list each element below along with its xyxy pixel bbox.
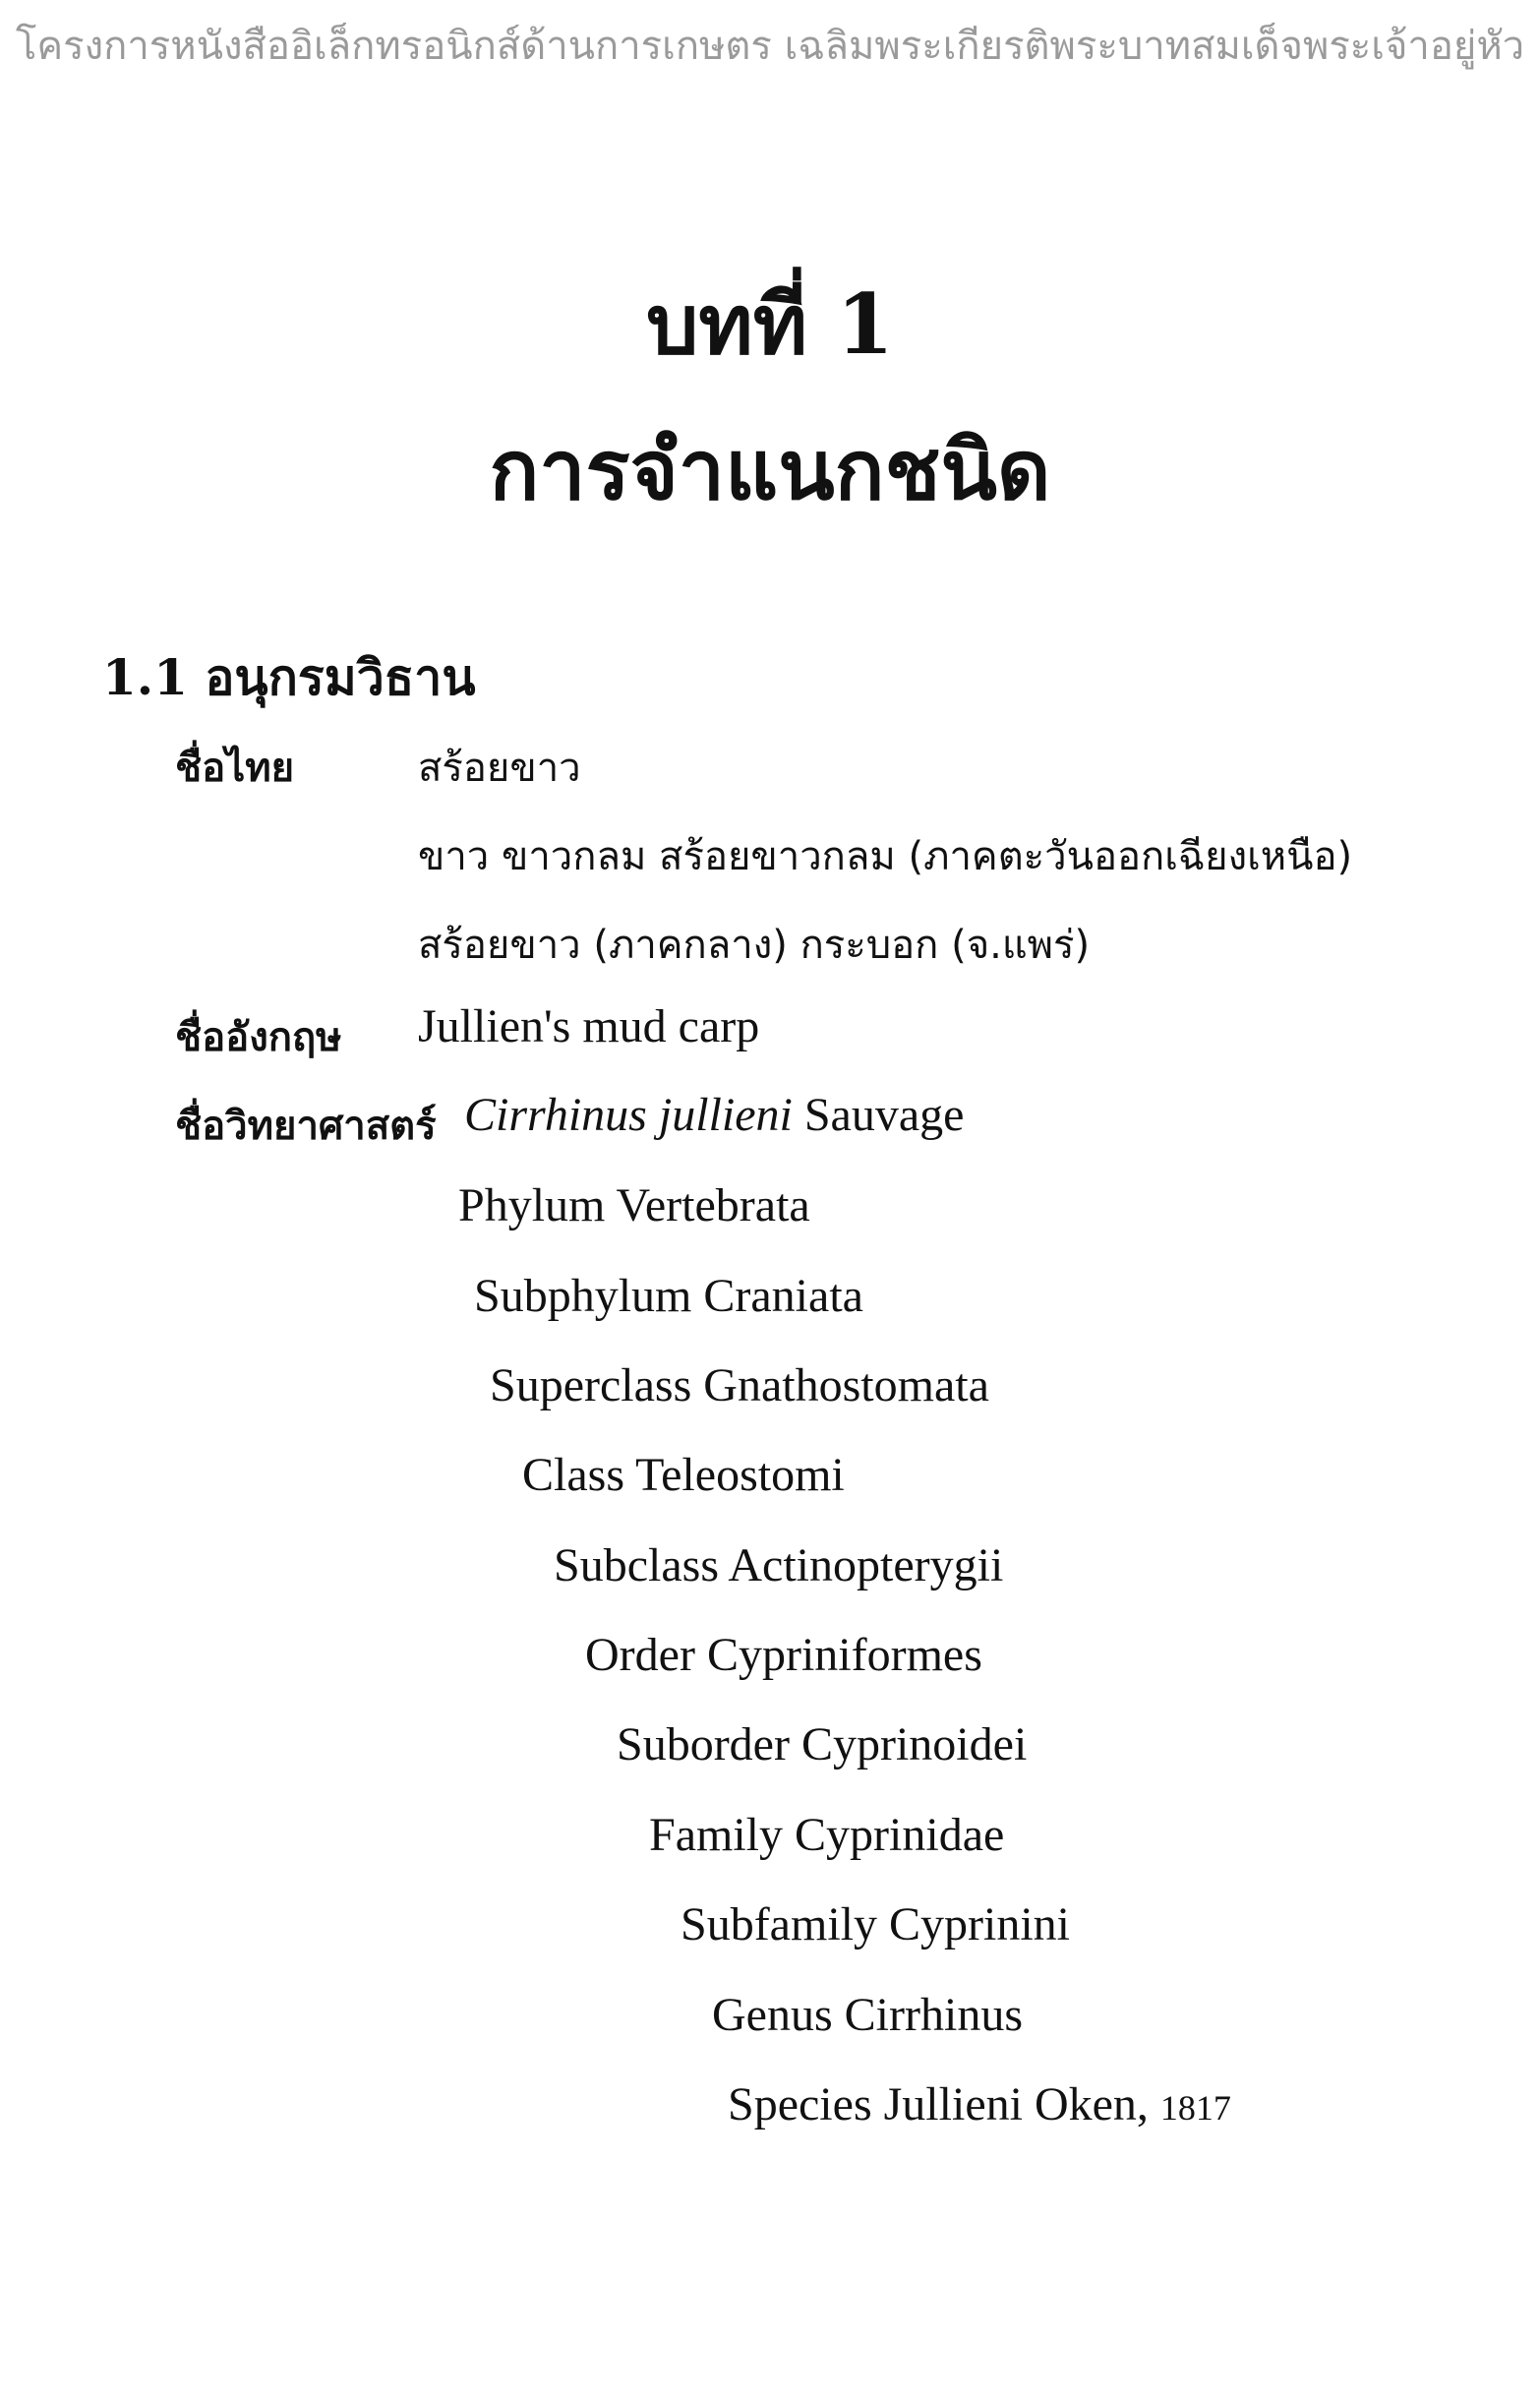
taxonomy-name: Jullieni Oken,	[883, 2078, 1149, 2130]
english-name-label: ชื่ออังกฤษ	[175, 1014, 342, 1060]
taxonomy-rank: Subclass	[554, 1539, 719, 1591]
thai-name-label: ชื่อไทย	[175, 745, 295, 791]
taxonomy-rank: Subfamily	[681, 1898, 877, 1950]
taxonomy-row-class	[522, 1448, 845, 1502]
section-heading: 1.1 อนุกรมวิธาน	[102, 648, 476, 706]
thai-name-line: สร้อยขาว (ภาคกลาง) กระบอก (จ.แพร่)	[418, 923, 1091, 968]
taxonomy-year: 1817	[1159, 2088, 1231, 2128]
taxonomy-row-family	[649, 1808, 1004, 1862]
taxonomy-rank: Superclass	[490, 1359, 692, 1411]
taxonomy-row-phylum	[458, 1178, 810, 1232]
taxonomy-row-subclass	[554, 1538, 1003, 1592]
taxonomy-row-species	[728, 2077, 1231, 2131]
taxonomy-rank: Genus	[712, 1989, 833, 2041]
taxonomy-name: Vertebrata	[616, 1179, 810, 1231]
scientific-name-binomial: Cirrhinus jullieni	[464, 1089, 793, 1141]
chapter-title: การจำแนกชนิด	[489, 421, 1051, 518]
taxonomy-rank: Family	[649, 1809, 784, 1861]
taxonomy-name: Cyprinoidei	[800, 1718, 1028, 1770]
english-name-value: Jullien's mud carp	[418, 1000, 760, 1052]
taxonomy-rank: Class	[522, 1449, 625, 1501]
taxonomy-row-subfamily	[681, 1897, 1070, 1951]
taxonomy-row-order	[585, 1628, 982, 1682]
taxonomy-name: Actinopterygii	[728, 1539, 1004, 1591]
taxonomy-row-subphylum	[474, 1269, 863, 1323]
scientific-name-label: ชื่อวิทยาศาสตร์	[175, 1103, 437, 1149]
taxonomy-name: Cirrhinus	[844, 1989, 1023, 2041]
thai-name-line: ขาว ขาวกลม สร้อยขาวกลม (ภาคตะวันออกเฉียงเหนือ)	[418, 834, 1353, 879]
thai-name-line: สร้อยขาว	[418, 746, 581, 791]
scientific-name-author: Sauvage	[803, 1089, 965, 1141]
taxonomy-rank: Suborder	[617, 1718, 790, 1770]
taxonomy-name: Cyprinidae	[795, 1809, 1005, 1861]
taxonomy-row-superclass	[490, 1358, 989, 1412]
taxonomy-name: Cyprinini	[889, 1898, 1071, 1950]
taxonomy-rank: Species	[728, 2078, 872, 2130]
taxonomy-rank: Phylum	[458, 1179, 606, 1231]
chapter-number: บทที่ 1	[646, 275, 894, 373]
taxonomy-name: Craniata	[703, 1270, 863, 1322]
taxonomy-row-suborder	[617, 1717, 1027, 1771]
taxonomy-rank: Subphylum	[474, 1270, 692, 1322]
taxonomy-rank: Order	[585, 1629, 695, 1681]
taxonomy-row-genus	[712, 1988, 1023, 2042]
scientific-name-value	[464, 1088, 964, 1142]
taxonomy-name: Teleostomi	[635, 1449, 845, 1501]
taxonomy-name: Cypriniformes	[706, 1629, 982, 1681]
taxonomy-name: Gnathostomata	[703, 1359, 989, 1411]
page-header: โครงการหนังสืออิเล็กทรอนิกส์ด้านการเกษตร เฉลิมพระเกียรติพระบาทสมเด็จพระเจ้าอยู่หัว	[15, 24, 1525, 69]
